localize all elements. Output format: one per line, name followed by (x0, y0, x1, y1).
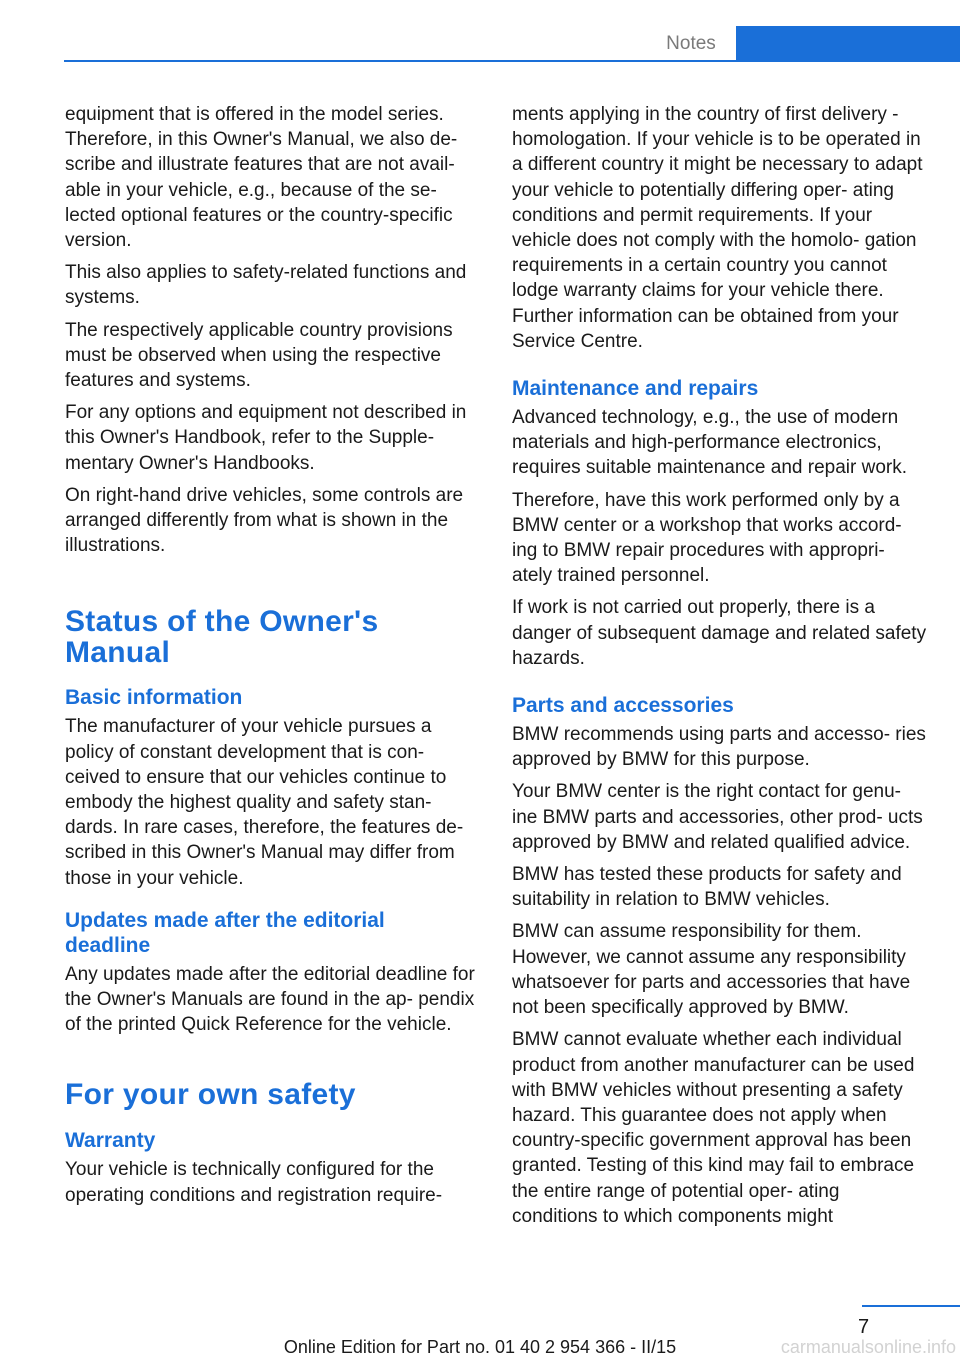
heading-basic-information: Basic information (65, 686, 243, 710)
heading-status-of-manual: Status of the Owner's Manual (65, 605, 379, 670)
edition-footer: Online Edition for Part no. 01 40 2 954 366 - II/15 (283, 1337, 677, 1357)
paragraph: BMW has tested these products for safety and suitability in relation to BMW vehicles. (512, 864, 902, 911)
watermark: carmanualsonline.info (780, 1337, 956, 1357)
paragraph: This also applies to safety-related functions and systems. (65, 262, 467, 309)
footer-rule (862, 1305, 960, 1307)
left-column (65, 102, 481, 1215)
paragraph: Any updates made after the editorial deadline for the Owner's Manuals are found in the ap‐ pendix of the printed Quick Reference for the vehicle. (65, 963, 475, 1036)
heading-warranty: Warranty (65, 1129, 156, 1153)
paragraph: For any options and equipment not described in this Owner's Handbook, refer to the Supple‐ mentary Owner's Handbooks. (65, 402, 467, 474)
paragraph: BMW cannot evaluate whether each individual product from another manufacturer can be used with BMW vehicles without presenting a safety hazard. This guarantee does not apply when country-specific government approval has been granted. Testing of this kind may fail to embrace the entire range of potential oper‐ ating conditions to which components might (512, 1029, 915, 1227)
paragraph: The manufacturer of your vehicle pursues a policy of constant development that is con‐ ceived to ensure that our vehicles continue to embody the highest quality and safety stan‐ dards. In rare cases, therefore, the features de‐ scribed in this Owner's Manual may differ from those in your vehicle. (65, 716, 464, 889)
paragraph: Your BMW center is the right contact for genu‐ ine BMW parts and accessories, other prod‐ ucts approved by BMW and related qualified advice. (512, 781, 923, 853)
heading-for-your-own-safety: For your own safety (65, 1078, 356, 1112)
paragraph: BMW can assume responsibility for them. However, we cannot assume any responsibility whatsoever for parts and accessories that have not been specifically approved by BMW. (512, 921, 911, 1019)
paragraph: Therefore, have this work performed only by a BMW center or a workshop that works accord‐ ing to BMW repair procedures with appropri‐ ately trained personnel. (512, 489, 902, 587)
header-accent-block (736, 26, 960, 62)
section-label: Notes (666, 33, 716, 54)
paragraph: On right-hand drive vehicles, some controls are arranged differently from what is shown in the illustrations. (65, 484, 464, 557)
paragraph: equipment that is offered in the model series. Therefore, in this Owner's Manual, we also de‐ scribe and illustrate features that are not avail‐ able in your vehicle, e.g., because of the se‐ lected optional features or the country-specific version. (65, 104, 458, 252)
paragraph: BMW recommends using parts and accesso‐ ries approved by BMW for this purpose. (512, 724, 926, 771)
heading-parts-and-accessories: Parts and accessories (512, 694, 734, 718)
paragraph: Your vehicle is technically configured for the operating conditions and registration require‐ (65, 1159, 443, 1206)
paragraph: Advanced technology, e.g., the use of modern materials and high-performance electronics, requires suitable maintenance and repair work. (512, 407, 907, 479)
page-number: 7 (858, 1316, 870, 1338)
paragraph: The respectively applicable country provisions must be observed when using the respective features and systems. (65, 319, 453, 392)
paragraph: ments applying in the country of first delivery - homologation. If your vehicle is to be operated in a different country it might be necessary to adapt your vehicle to potentially differing oper‐ ating conditions and permit requirements. If your vehicle does not comply with the homolo‐ gation requirements in a certain country you cannot lodge warranty claims for your vehicle there. Further information can be obtained from your Service Centre. (512, 104, 923, 352)
heading-updates: Updates made after the editorial deadline (65, 908, 385, 957)
heading-maintenance-and-repairs: Maintenance and repairs (512, 377, 759, 401)
right-column (512, 102, 928, 1236)
paragraph: If work is not carried out properly, there is a danger of subsequent damage and related safety hazards. (512, 597, 927, 669)
